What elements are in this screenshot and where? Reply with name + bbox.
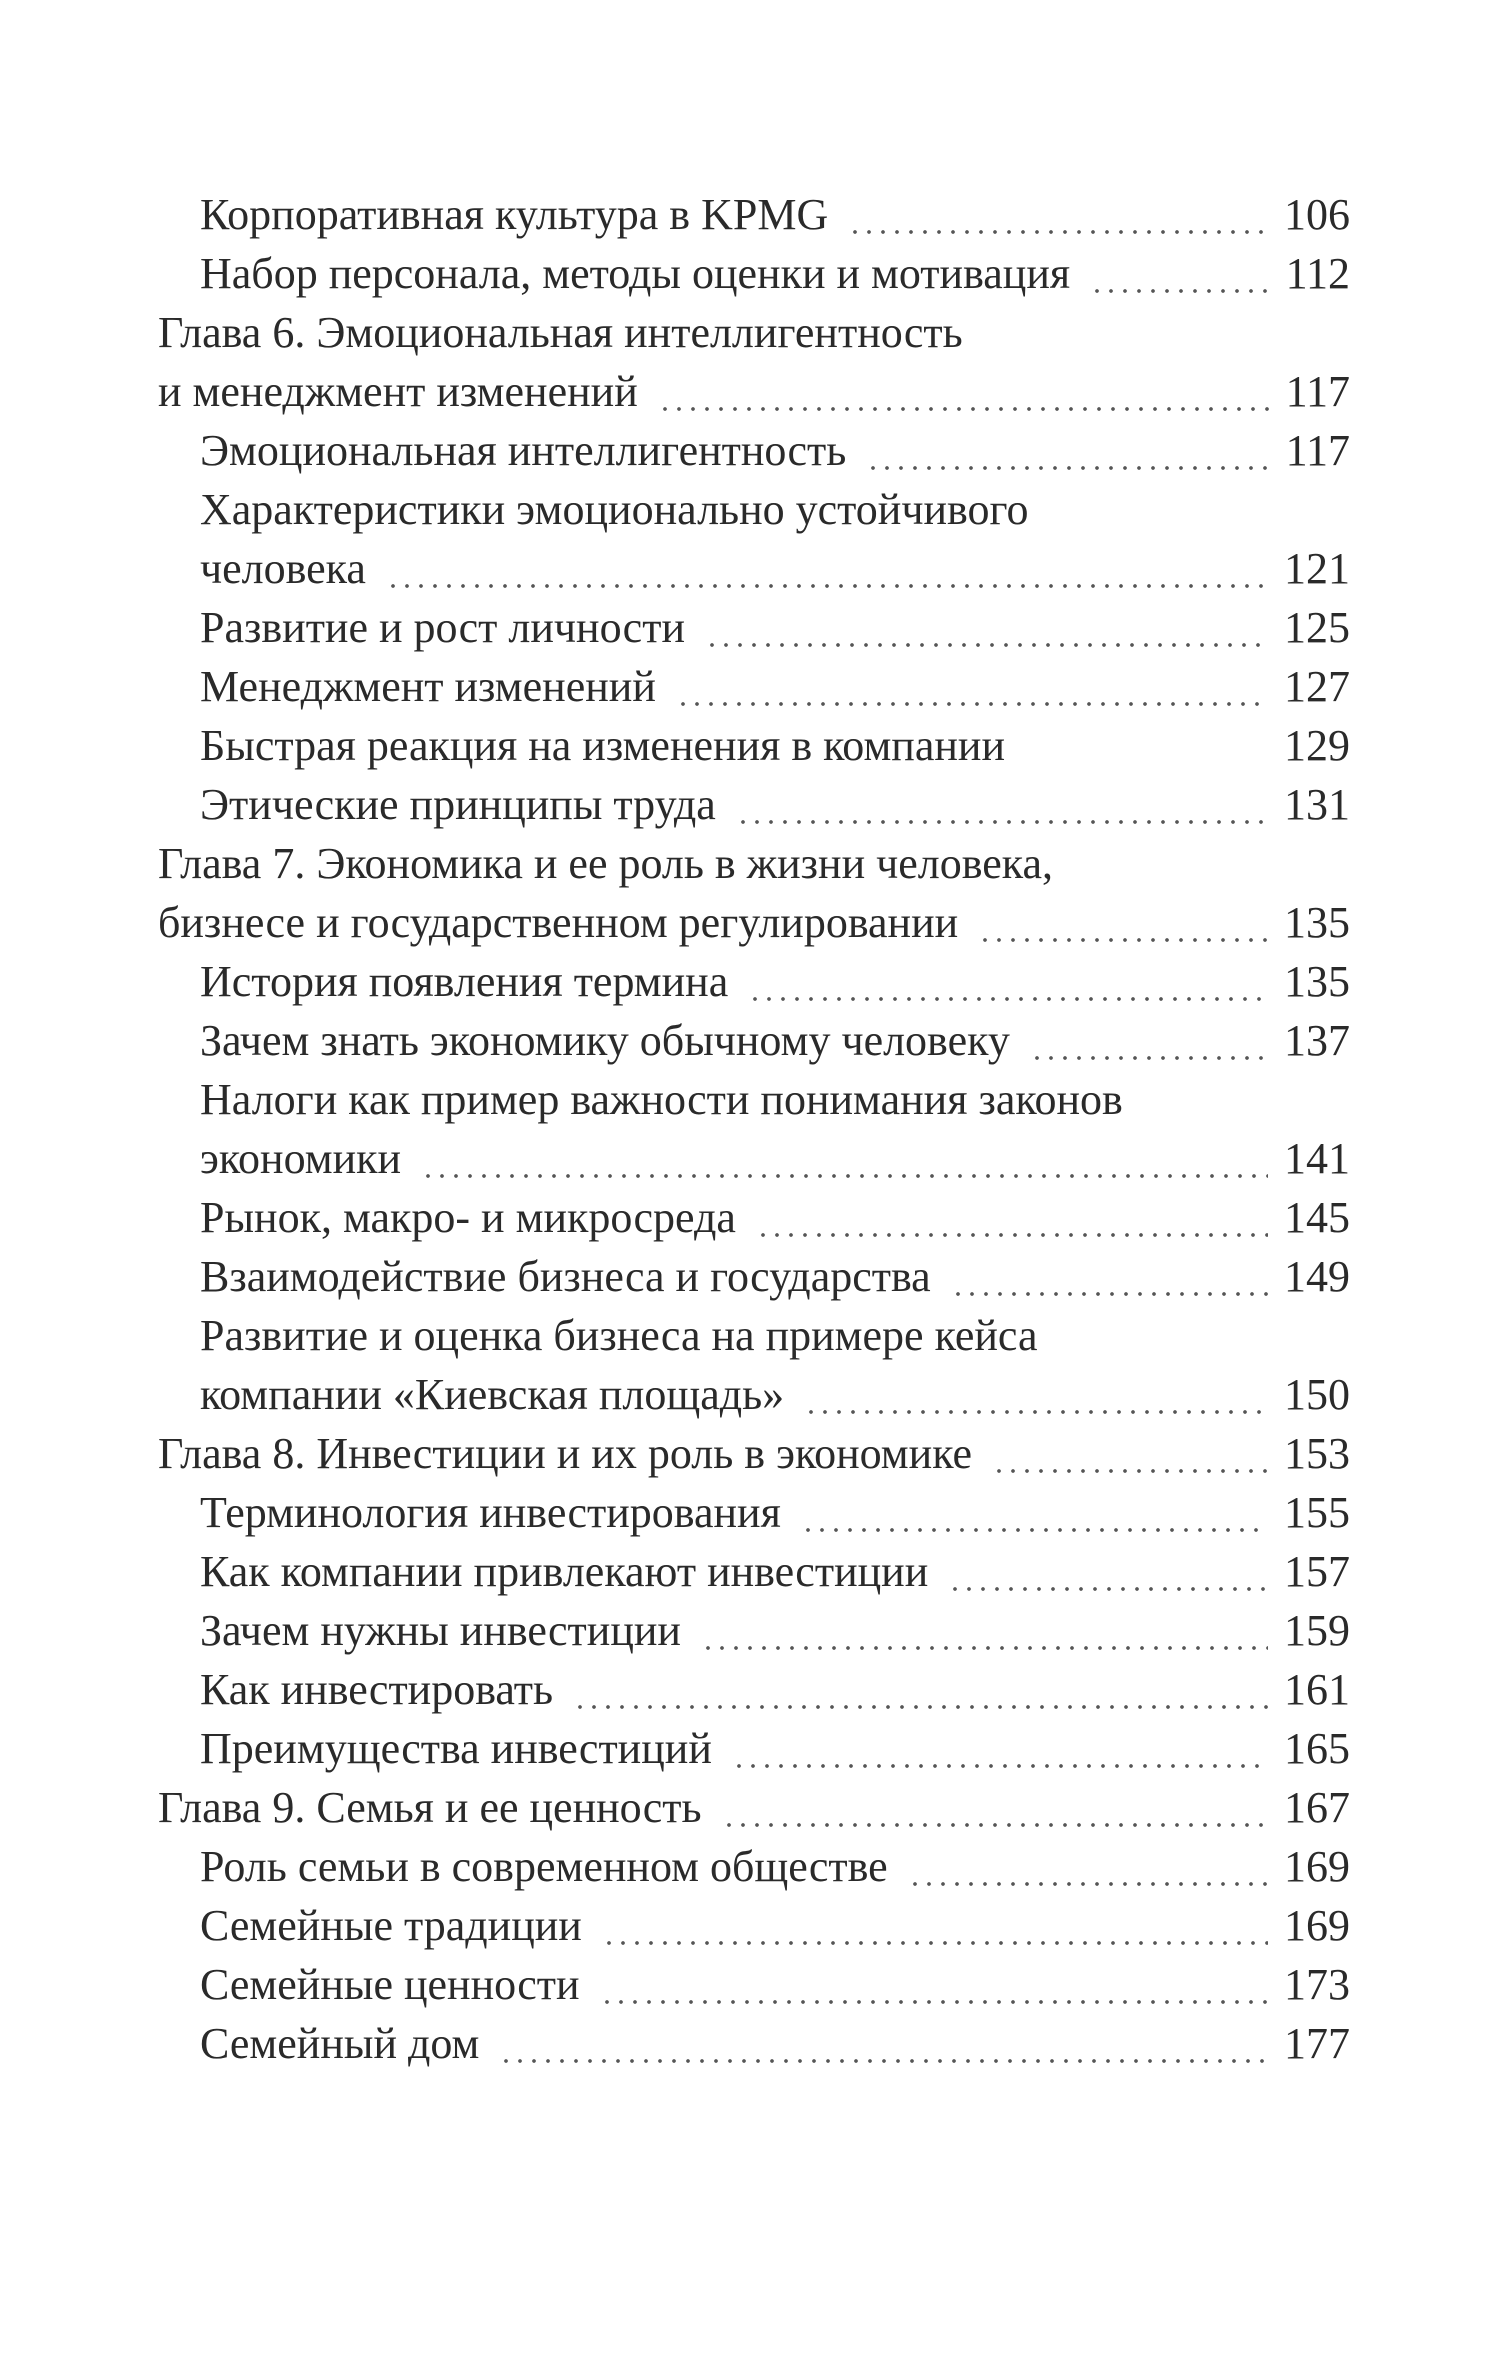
- dot-leader: [978, 893, 1268, 952]
- toc-entry: [158, 775, 1350, 834]
- toc-entry-page-number: 121: [1284, 544, 1350, 593]
- toc-entry-title: и менеджмент изменений: [158, 367, 638, 416]
- toc-entry-page-number: 157: [1284, 1547, 1350, 1596]
- toc-entry-page-number: 112: [1285, 249, 1350, 298]
- toc-entry: [158, 1601, 1350, 1660]
- dot-leader: [658, 362, 1270, 421]
- toc-entry: [158, 1542, 1350, 1601]
- toc-entry-title: Как инвестировать: [200, 1665, 554, 1714]
- toc-entry: [158, 1306, 1350, 1365]
- toc-entry: [158, 1188, 1350, 1247]
- toc-entry-page-number: 149: [1284, 1252, 1350, 1301]
- toc-entry-title: бизнесе и государственном регулировании: [158, 898, 959, 947]
- dot-leader: [848, 185, 1268, 244]
- toc-entry-page-number: 137: [1284, 1016, 1350, 1065]
- toc-entry-page-number: 125: [1284, 603, 1350, 652]
- dot-leader: [722, 1778, 1268, 1837]
- toc-entry-title: Налоги как пример важности понимания законов: [200, 1075, 1123, 1124]
- dot-leader: [908, 1837, 1268, 1896]
- toc-entry-page-number: 150: [1284, 1370, 1350, 1419]
- toc-entry-page-number: 135: [1284, 957, 1350, 1006]
- toc-entry: [158, 1660, 1350, 1719]
- toc-entry: [158, 716, 1350, 775]
- toc-entry-title: Глава 7. Экономика и ее роль в жизни человека,: [158, 839, 1054, 888]
- toc-entry-page-number: 173: [1284, 1960, 1350, 2009]
- dot-leader: [705, 598, 1268, 657]
- toc-entry-title: Взаимодействие бизнеса и государства: [200, 1252, 931, 1301]
- toc-entry-page-number: 127: [1284, 662, 1350, 711]
- toc-entry: [158, 1955, 1350, 2014]
- toc-entry-title: Развитие и рост личности: [200, 603, 685, 652]
- toc-entry-title: Корпоративная культура в KPMG: [200, 190, 829, 239]
- toc-entry: [158, 421, 1350, 480]
- toc-entry-page-number: 153: [1284, 1429, 1350, 1478]
- dot-leader: [748, 952, 1268, 1011]
- toc-entry-title: человека: [200, 544, 366, 593]
- toc-entry-title: Зачем знать экономику обычному человеку: [200, 1016, 1010, 1065]
- dot-leader: [1090, 244, 1269, 303]
- toc-entry: [158, 1129, 1350, 1188]
- toc-entry: [158, 1483, 1350, 1542]
- toc-entry-title: Глава 8. Инвестиции и их роль в экономике: [158, 1429, 972, 1478]
- dot-leader: [992, 1424, 1268, 1483]
- toc-entry-title: Зачем нужны инвестиции: [200, 1606, 681, 1655]
- toc-entry-title: Этические принципы труда: [200, 780, 716, 829]
- dot-leader: [386, 539, 1268, 598]
- toc-entry: [158, 1247, 1350, 1306]
- toc-entry-title: Эмоциональная интеллигентность: [200, 426, 847, 475]
- toc-entry: [158, 1070, 1350, 1129]
- toc-entry: [158, 1424, 1350, 1483]
- dot-leader: [948, 1542, 1268, 1601]
- dot-leader: [736, 775, 1268, 834]
- toc-entry: [158, 303, 1350, 362]
- toc-entry: [158, 2014, 1350, 2073]
- toc-entry-title: Как компании привлекают инвестиции: [200, 1547, 929, 1596]
- dot-leader: [866, 421, 1269, 480]
- toc-entry: [158, 1896, 1350, 1955]
- toc-entry: [158, 952, 1350, 1011]
- toc-entry-title: Менеджмент изменений: [200, 662, 656, 711]
- dot-leader: [732, 1719, 1268, 1778]
- toc-entry-title: Семейные традиции: [200, 1901, 582, 1950]
- toc-entry-title: Глава 9. Семья и ее ценность: [158, 1783, 702, 1832]
- toc-entry: [158, 1837, 1350, 1896]
- toc-entry-title: Набор персонала, методы оценки и мотивация: [200, 249, 1071, 298]
- table-of-contents: [158, 185, 1350, 2073]
- toc-entry-title: Характеристики эмоционально устойчивого: [200, 485, 1029, 534]
- toc-entry: [158, 1011, 1350, 1070]
- toc-entry-title: История появления термина: [200, 957, 729, 1006]
- toc-entry: [158, 598, 1350, 657]
- dot-leader: [421, 1129, 1268, 1188]
- toc-entry-title: Преимущества инвестиций: [200, 1724, 712, 1773]
- dot-leader: [701, 1601, 1268, 1660]
- toc-entry-title: Терминология инвестирования: [200, 1488, 781, 1537]
- toc-entry-page-number: 117: [1285, 426, 1350, 475]
- toc-entry: [158, 1365, 1350, 1424]
- toc-entry-page-number: 155: [1284, 1488, 1350, 1537]
- dot-leader: [801, 1483, 1268, 1542]
- toc-entry-title: Глава 6. Эмоциональная интеллигентность: [158, 308, 963, 357]
- toc-entry: [158, 1719, 1350, 1778]
- toc-entry-page-number: 169: [1284, 1842, 1350, 1891]
- toc-entry-title: компании «Киевская площадь»: [200, 1370, 785, 1419]
- toc-entry-title: Семейный дом: [200, 2019, 480, 2068]
- toc-entry: [158, 834, 1350, 893]
- dot-leader: [1030, 1011, 1268, 1070]
- toc-entry: [158, 362, 1350, 421]
- toc-entry-page-number: 167: [1284, 1783, 1350, 1832]
- toc-entry-page-number: 106: [1284, 190, 1350, 239]
- dot-leader: [499, 2014, 1268, 2073]
- toc-entry-title: Быстрая реакция на изменения в компании: [200, 721, 1005, 770]
- toc-entry-title: Семейные ценности: [200, 1960, 580, 2009]
- toc-entry-page-number: 117: [1285, 367, 1350, 416]
- toc-entry: [158, 480, 1350, 539]
- dot-leader: [951, 1247, 1268, 1306]
- toc-entry-title: Роль семьи в современном обществе: [200, 1842, 888, 1891]
- toc-entry-title: Развитие и оценка бизнеса на примере кейса: [200, 1311, 1038, 1360]
- dot-leader: [600, 1955, 1268, 2014]
- toc-entry: [158, 539, 1350, 598]
- dot-leader: [573, 1660, 1268, 1719]
- dot-leader: [676, 657, 1268, 716]
- toc-entry-page-number: 177: [1284, 2019, 1350, 2068]
- toc-entry-page-number: 159: [1284, 1606, 1350, 1655]
- dot-leader: [756, 1188, 1268, 1247]
- toc-entry-title: Рынок, макро- и микросреда: [200, 1193, 736, 1242]
- toc-entry: [158, 1778, 1350, 1837]
- toc-entry-page-number: 161: [1284, 1665, 1350, 1714]
- toc-entry-page-number: 141: [1284, 1134, 1350, 1183]
- toc-entry: [158, 893, 1350, 952]
- dot-leader: [602, 1896, 1268, 1955]
- toc-entry-page-number: 129: [1284, 721, 1350, 770]
- toc-entry: [158, 185, 1350, 244]
- toc-entry: [158, 657, 1350, 716]
- toc-entry-page-number: 169: [1284, 1901, 1350, 1950]
- dot-leader: [804, 1365, 1268, 1424]
- toc-entry: [158, 244, 1350, 303]
- toc-entry-page-number: 135: [1284, 898, 1350, 947]
- toc-entry-page-number: 131: [1284, 780, 1350, 829]
- toc-entry-title: экономики: [200, 1134, 402, 1183]
- toc-entry-page-number: 165: [1284, 1724, 1350, 1773]
- toc-entry-page-number: 145: [1284, 1193, 1350, 1242]
